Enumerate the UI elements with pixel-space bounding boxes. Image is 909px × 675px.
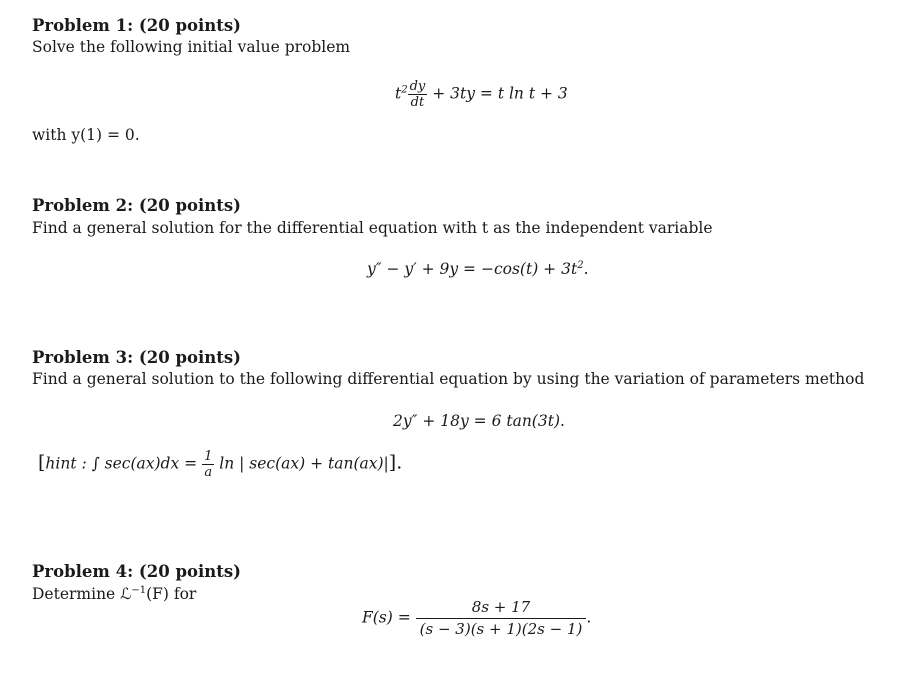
problem-3-heading: Problem 3: (20 points): [32, 348, 241, 367]
problem-1-heading: Problem 1: (20 points): [32, 16, 241, 35]
derivative-fraction: [408, 80, 428, 109]
eq-end: .: [586, 608, 592, 627]
problem-4-heading: Problem 4: (20 points): [32, 562, 241, 581]
problem-3-hint: [38, 450, 402, 479]
transform-fraction: [416, 600, 587, 637]
eq-body: y″ − y′ + 9y = −cos(t) + 3t: [367, 260, 578, 278]
frac-num: 8s + 17: [416, 600, 587, 619]
eq-end: .: [583, 260, 589, 278]
hint-suffix: ln | sec(ax) + tan(ax)|: [219, 454, 389, 473]
problem-3-instruction: Find a general solution to the following differential equation by using the variation of parameters method: [32, 370, 865, 388]
instr-prefix: Determine ℒ: [32, 585, 132, 603]
problem-1-instruction: Solve the following initial value problem: [32, 38, 351, 56]
frac-den: a: [204, 465, 213, 480]
problem-2-equation: [367, 260, 589, 278]
problem-3-equation: 2y″ + 18y = 6 tan(3t).: [393, 412, 565, 430]
problem-4-equation: [362, 600, 591, 637]
problem-2-heading: Problem 2: (20 points): [32, 196, 241, 215]
hint-prefix: hint : ∫ sec(ax)dx =: [45, 454, 198, 473]
eq-lhs: F(s) =: [362, 608, 411, 627]
eq-exp: 2: [577, 259, 584, 271]
problem-4-instruction: [32, 585, 196, 603]
eq-rest: + 3ty = t ln t + 3: [432, 84, 568, 103]
problem-1-equation: [395, 80, 568, 109]
problem-2-instruction: Find a general solution for the differential equation with t as the independent variable: [32, 219, 713, 237]
hint-fraction: [202, 450, 214, 479]
instr-exp: −1: [131, 584, 147, 596]
eq-coeff: t: [395, 84, 402, 103]
hint-close-bracket: ].: [388, 451, 403, 474]
frac-num: dy: [409, 79, 426, 94]
frac-num: 1: [204, 449, 213, 464]
eq-exp: 2: [401, 84, 408, 96]
frac-den: (s − 3)(s + 1)(2s − 1): [419, 620, 583, 638]
problem-1-condition: with y(1) = 0.: [32, 126, 140, 144]
instr-suffix: (F) for: [146, 585, 197, 603]
hint-open-bracket: [: [38, 451, 46, 474]
frac-den: dt: [410, 95, 425, 110]
